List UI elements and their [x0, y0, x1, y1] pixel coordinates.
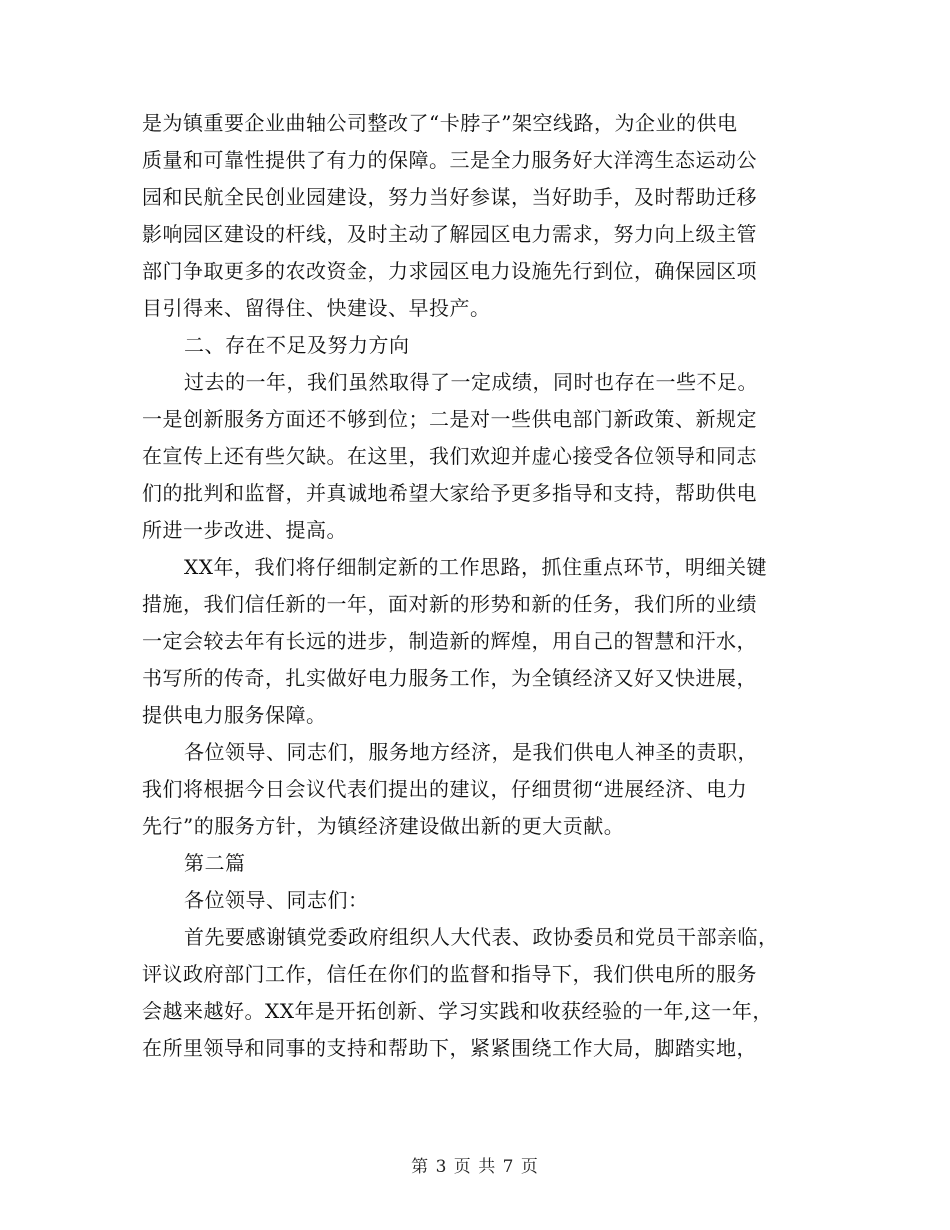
page-number-footer: 第 3 页 共 7 页: [411, 1157, 539, 1177]
text-line: 一是创新服务方面还不够到位；二是对一些供电部门新政策、新规定: [142, 407, 757, 431]
paragraph-continuation: [142, 105, 810, 327]
text-line: 是为镇重要企业曲轴公司整改了“卡脖子”架空线路，为企业的供电: [142, 111, 738, 135]
text-line: 第二篇: [184, 851, 246, 875]
salutation: [142, 882, 810, 919]
text-line: 影响园区建设的杆线，及时主动了解园区电力需求，努力向上级主管: [142, 222, 757, 246]
text-line: 会越来越好。XX年是开拓创新、学习实践和收获经验的一年,这一年，: [142, 999, 773, 1023]
text-line: 各位领导、同志们：: [184, 888, 369, 912]
text-line: 们的批判和监督，并真诚地希望大家给予更多指导和支持，帮助供电: [142, 481, 757, 505]
text-line: 先行”的服务方针，为镇经济建设做出新的更大贡献。: [142, 814, 625, 838]
text-line: XX年，我们将仔细制定新的工作思路，抓住重点环节，明细关键: [184, 555, 767, 579]
text-line: 部门争取更多的农改资金，力求园区电力设施先行到位，确保园区项: [142, 259, 757, 283]
paragraph-shortcomings: [142, 364, 810, 549]
text-line: 我们将根据今日会议代表们提出的建议，仔细贯彻“进展经济、电力: [142, 777, 748, 801]
text-line: 首先要感谢镇党委政府组织人大代表、政协委员和党员干部亲临，: [184, 925, 779, 949]
text-line: 二、存在不足及努力方向: [184, 333, 410, 357]
text-line: 目引得来、留得住、快建设、早投产。: [142, 296, 491, 320]
text-line: 一定会较去年有长远的进步，制造新的辉煌，用自己的智慧和汗水，: [142, 629, 757, 653]
text-line: 书写所的传奇，扎实做好电力服务工作，为全镇经济又好又快进展，: [142, 666, 757, 690]
part-heading: [142, 845, 810, 882]
paragraph-plans: [142, 549, 810, 734]
document-body: [142, 105, 810, 1067]
text-line: 质量和可靠性提供了有力的保障。三是全力服务好大洋湾生态运动公: [142, 148, 757, 172]
text-line: 所进一步改进、提高。: [142, 518, 347, 542]
text-line: 过去的一年，我们虽然取得了一定成绩，同时也存在一些不足。: [184, 370, 758, 394]
text-line: 在宣传上还有些欠缺。在这里，我们欢迎并虚心接受各位领导和同志: [142, 444, 757, 468]
text-line: 评议政府部门工作，信任在你们的监督和指导下，我们供电所的服务: [142, 962, 757, 986]
text-line: 措施，我们信任新的一年，面对新的形势和新的任务，我们所的业绩: [142, 592, 757, 616]
text-line: 园和民航全民创业园建设，努力当好参谋，当好助手，及时帮助迁移: [142, 185, 757, 209]
paragraph-thanks: [142, 919, 810, 1067]
paragraph-closing: [142, 734, 810, 845]
section-heading: [142, 327, 810, 364]
text-line: 在所里领导和同事的支持和帮助下，紧紧围绕工作大局，脚踏实地，: [142, 1036, 757, 1060]
text-line: 提供电力服务保障。: [142, 703, 327, 727]
text-line: 各位领导、同志们，服务地方经济，是我们供电人神圣的责职，: [184, 740, 758, 764]
